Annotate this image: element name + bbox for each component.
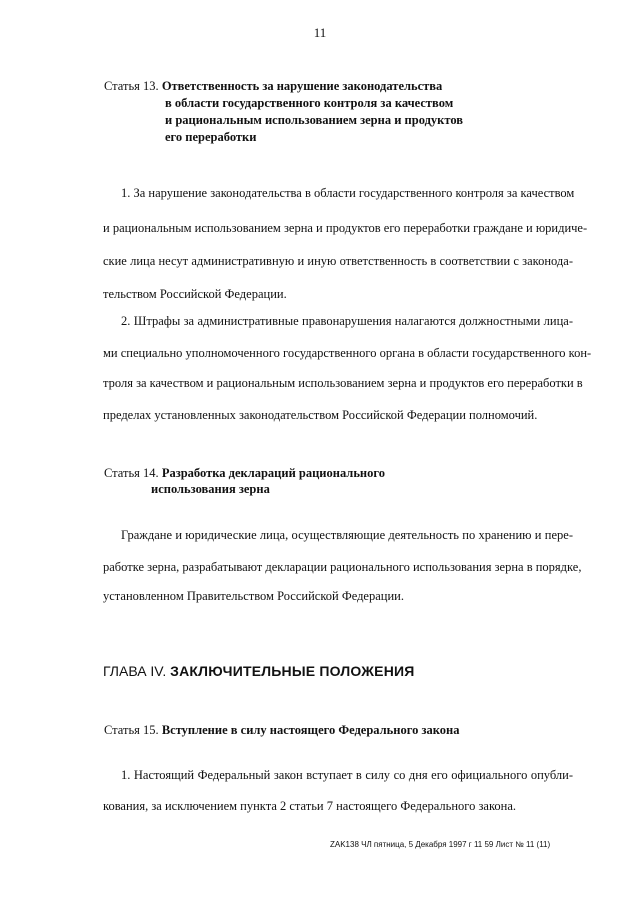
paragraph-line: и рациональным использованием зерна и продуктов его переработки граждане и юридиче-	[103, 221, 588, 235]
paragraph-line: 1. Настоящий Федеральный закон вступает в силу со дня его официального опубли-	[121, 768, 573, 782]
paragraph-line: пределах установленных законодательством Российской Федерации полномочий.	[103, 408, 538, 422]
article-13-title-line-4: его переработки	[165, 130, 257, 144]
paragraph-line: 2. Штрафы за административные правонарушения налагаются должностными лица-	[121, 314, 573, 328]
paragraph-line: 1. За нарушение законодательства в области государственного контроля за качеством	[121, 186, 575, 200]
paragraph-line: ские лица несут административную и иную ответственность в соответствии с законода-	[103, 254, 573, 268]
article-13-title-line-3: и рациональным использованием зерна и продуктов	[165, 113, 464, 127]
article-13-label: Статья 13.	[104, 79, 159, 93]
article-15-label: Статья 15.	[104, 723, 159, 737]
paragraph-line: установленном Правительством Российской Федерации.	[103, 589, 404, 603]
article-15-title: Вступление в силу настоящего Федерального закона	[161, 723, 460, 737]
article-13-title-line-1: Ответственность за нарушение законодательства	[161, 79, 443, 93]
article-14-title-line-1: Разработка деклараций рационального	[161, 466, 385, 480]
article-15-heading	[104, 722, 460, 739]
article-14-title-line-2: использования зерна	[151, 482, 270, 496]
paragraph-line: работке зерна, разрабатывают декларации рационального использования зерна в порядке,	[103, 560, 582, 574]
article-13-title-line-2: в области государственного контроля за качеством	[165, 96, 454, 110]
paragraph-line: кования, за исключением пункта 2 статьи 7 настоящего Федерального закона.	[103, 799, 517, 813]
chapter-label: ГЛАВА IV.	[103, 663, 167, 679]
paragraph-line: Граждане и юридические лица, осуществляющие деятельность по хранению и пере-	[121, 528, 573, 542]
paragraph-line: троля за качеством и рациональным использованием зерна и продуктов его переработки в	[103, 376, 583, 390]
chapter-heading	[103, 663, 415, 679]
page-footer: ZAK138 ЧЛ пятница, 5 Декабря 1997 г 11 59 Лист № 11 (11)	[330, 840, 551, 849]
paragraph-line: ми специально уполномоченного государственного органа в области государственного кон-	[103, 346, 592, 360]
paragraph-line: тельством Российской Федерации.	[103, 287, 287, 301]
page-number: 11	[313, 25, 327, 40]
article-14-label: Статья 14.	[104, 466, 159, 480]
article-13-heading	[104, 78, 442, 95]
chapter-title: ЗАКЛЮЧИТЕЛЬНЫЕ ПОЛОЖЕНИЯ	[170, 663, 415, 679]
article-14-heading	[104, 465, 385, 482]
